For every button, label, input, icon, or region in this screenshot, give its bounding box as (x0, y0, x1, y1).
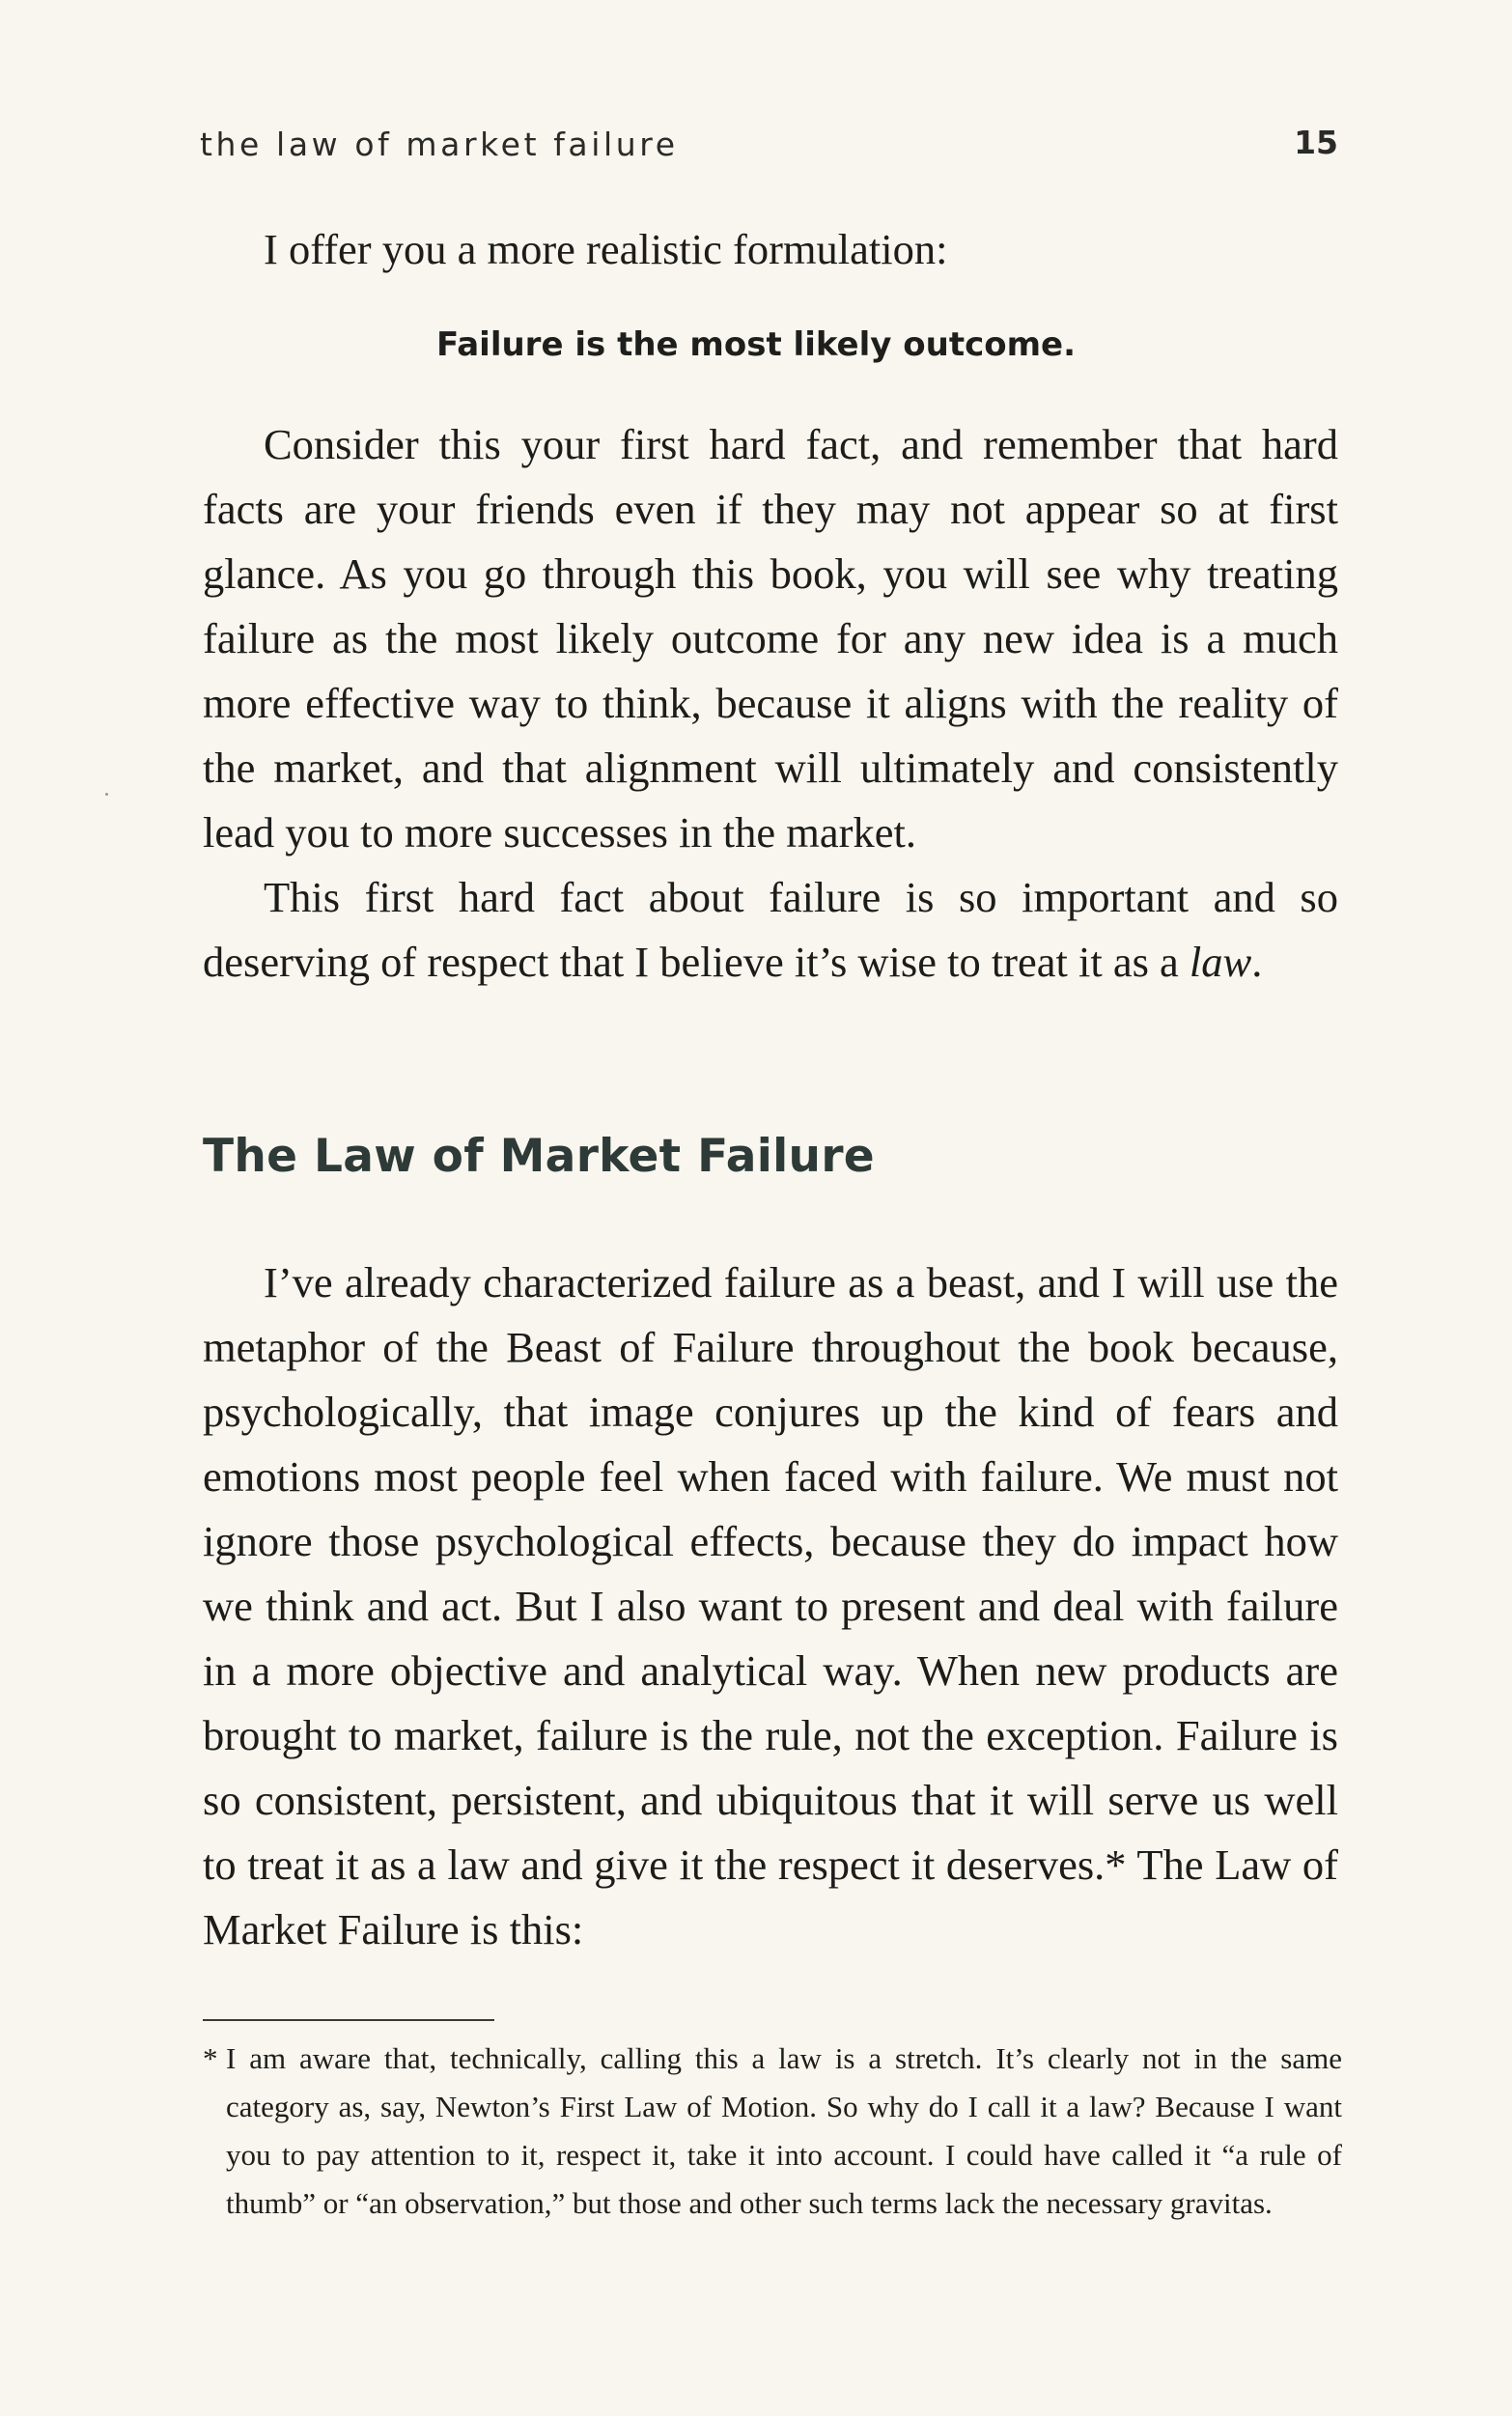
paragraph-hard-fact: Consider this your first hard fact, and remember that hard facts are your friends even if they may not appear so at first glance. As you go through this book, you will see why treating failure as the most likely outcome for any new idea is a much more effective way to think, because it aligns with the reality of the market, and that alignment will ultimately and consistently lead you to more successes in the market. (203, 420, 1338, 857)
paragraph-law-end: . (1251, 938, 1263, 986)
section-heading: The Law of Market Failure (203, 1130, 875, 1183)
footnote-paragraph (203, 2035, 1342, 2228)
footnote-reference: * (1105, 1840, 1127, 1889)
page-number: 15 (1294, 124, 1338, 161)
section-body (203, 1250, 1338, 1962)
footnote-marker: * (203, 2041, 218, 2075)
footnote-divider (203, 2019, 494, 2021)
paragraph-law (203, 865, 1338, 995)
running-head: the law of market failure (200, 126, 679, 163)
footnote (203, 2035, 1342, 2228)
intro-paragraph (203, 217, 1338, 282)
intro-line: I offer you a more realistic formulation: (264, 225, 948, 273)
paragraph-law-emphasis: law (1189, 938, 1252, 986)
section-paragraph (203, 1250, 1338, 1962)
section-paragraph-end: The Law of Market Failure is this: (203, 1840, 1338, 1953)
opening-paragraphs (203, 412, 1338, 995)
paragraph-law-text: This first hard fact about failure is so important and so deserving of respect that I believe it’s wise to treat it as a (203, 873, 1338, 986)
scan-speck (105, 793, 108, 796)
footnote-text: I am aware that, technically, calling this a law is a stretch. It’s clearly not in the same category as, say, Newton’s First Law of Motion. So why do I call it a law? Because I want you to pay attention to it, respect it, take it into account. I could have called it “a rule of thumb” or “an observation,” but those and other such terms lack the necessary gravitas. (226, 2041, 1342, 2220)
section-paragraph-text: I’ve already characterized failure as a beast, and I will use the metaphor of the Beast of Failure throughout the book because, psychologically, that image conjures up the kind of fears and emotions most people feel when faced with failure. We must not ignore those psychological effects, because they do impact how we think and act. But I also want to present and deal with failure in a more objective and analytical way. When new products are brought to market, failure is the rule, not the exception. Failure is so consistent, persistent, and ubiquitous that it will serve us well to treat it as a law and give it the respect it deserves. (203, 1258, 1338, 1889)
callout-statement: Failure is the most likely outcome. (435, 325, 1076, 364)
